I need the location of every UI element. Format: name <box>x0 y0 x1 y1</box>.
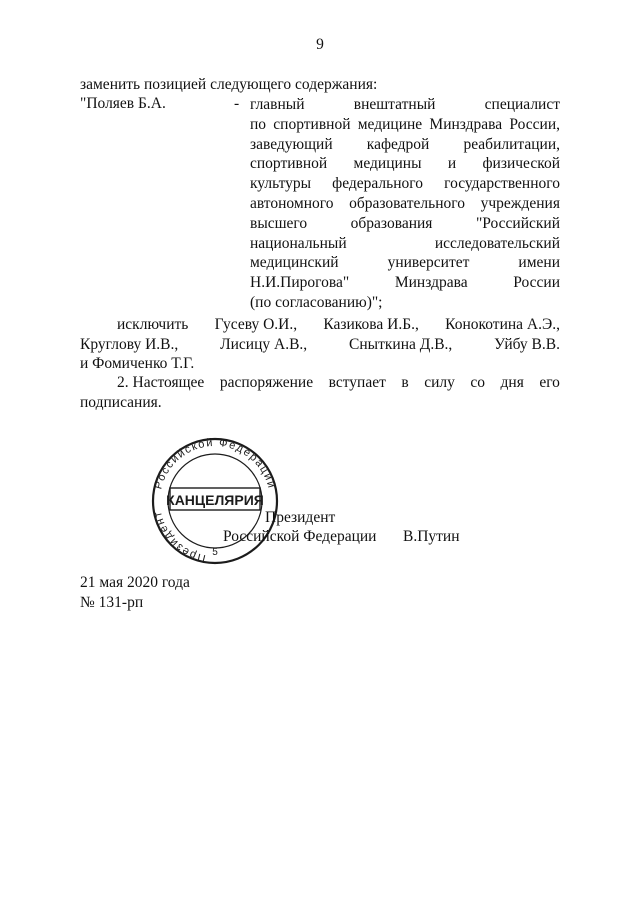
document-number: № 131-рп <box>80 594 144 611</box>
exclude-person: Гусеву О.И., <box>214 316 298 333</box>
exclude-person: и Фомиченко Т.Г. <box>80 355 195 372</box>
dash: - <box>234 95 240 112</box>
stamp-arc-top: Российской Федерации <box>152 436 278 491</box>
page-number: 9 <box>316 36 324 53</box>
point2-word: силу <box>424 374 455 391</box>
point2-word: распоряжение <box>219 374 314 391</box>
description-line: культуры федерального государственного <box>250 175 560 193</box>
description-line: заведующий кафедрой реабилитации, <box>250 135 560 153</box>
point2-word: в <box>401 374 409 391</box>
exclude-person: Круглову И.В., <box>80 335 179 353</box>
point2-word: 2. Настоящее <box>117 374 205 391</box>
point-2 <box>80 373 560 412</box>
description-line: Н.И.Пирогова" Минздрава России <box>250 274 560 292</box>
description-line: автономного образовательного учреждения <box>250 194 560 212</box>
person-description <box>250 95 560 313</box>
description-line: (по согласованию)"; <box>250 293 383 311</box>
exclude-person: Сныткина Д.В., <box>349 335 453 353</box>
official-stamp <box>150 436 280 566</box>
exclude-person: Казикова И.Б., <box>323 316 419 333</box>
description-line: главный внештатный специалист <box>250 96 560 113</box>
signature-title-line1: Президент <box>265 509 336 526</box>
exclude-person: Лисицу А.В., <box>220 335 308 353</box>
point2-word: дня <box>500 374 524 391</box>
point2-line2: подписания. <box>80 393 162 411</box>
description-line: высшего образования "Российский <box>250 214 560 232</box>
signature-name: В.Путин <box>403 528 460 545</box>
description-line: национальный исследовательский <box>250 234 560 252</box>
exclude-person: Уйбу В.В. <box>494 335 560 353</box>
description-line: спортивной медицины и физической <box>250 155 560 173</box>
description-line: по спортивной медицине Минздрава России, <box>250 115 560 133</box>
exclude-verb: исключить <box>117 316 189 333</box>
signature-title-line2: Российской Федерации <box>223 528 377 545</box>
point2-word: его <box>539 374 560 391</box>
person-name: "Поляев Б.А. <box>80 95 166 112</box>
exclude-person: Конокотина А.Э., <box>445 316 560 333</box>
document-date: 21 мая 2020 года <box>80 574 190 591</box>
stamp-center-text: КАНЦЕЛЯРИЯ <box>166 492 264 508</box>
exclude-block <box>80 315 560 374</box>
stamp-arc-left: Президент <box>151 509 207 565</box>
stamp-bottom-number: 5 <box>212 547 218 558</box>
intro-text: заменить позицией следующего содержания: <box>80 76 378 93</box>
point2-word: вступает <box>328 374 386 391</box>
point2-word: со <box>470 374 486 391</box>
description-line: медицинский университет имени <box>250 254 560 272</box>
